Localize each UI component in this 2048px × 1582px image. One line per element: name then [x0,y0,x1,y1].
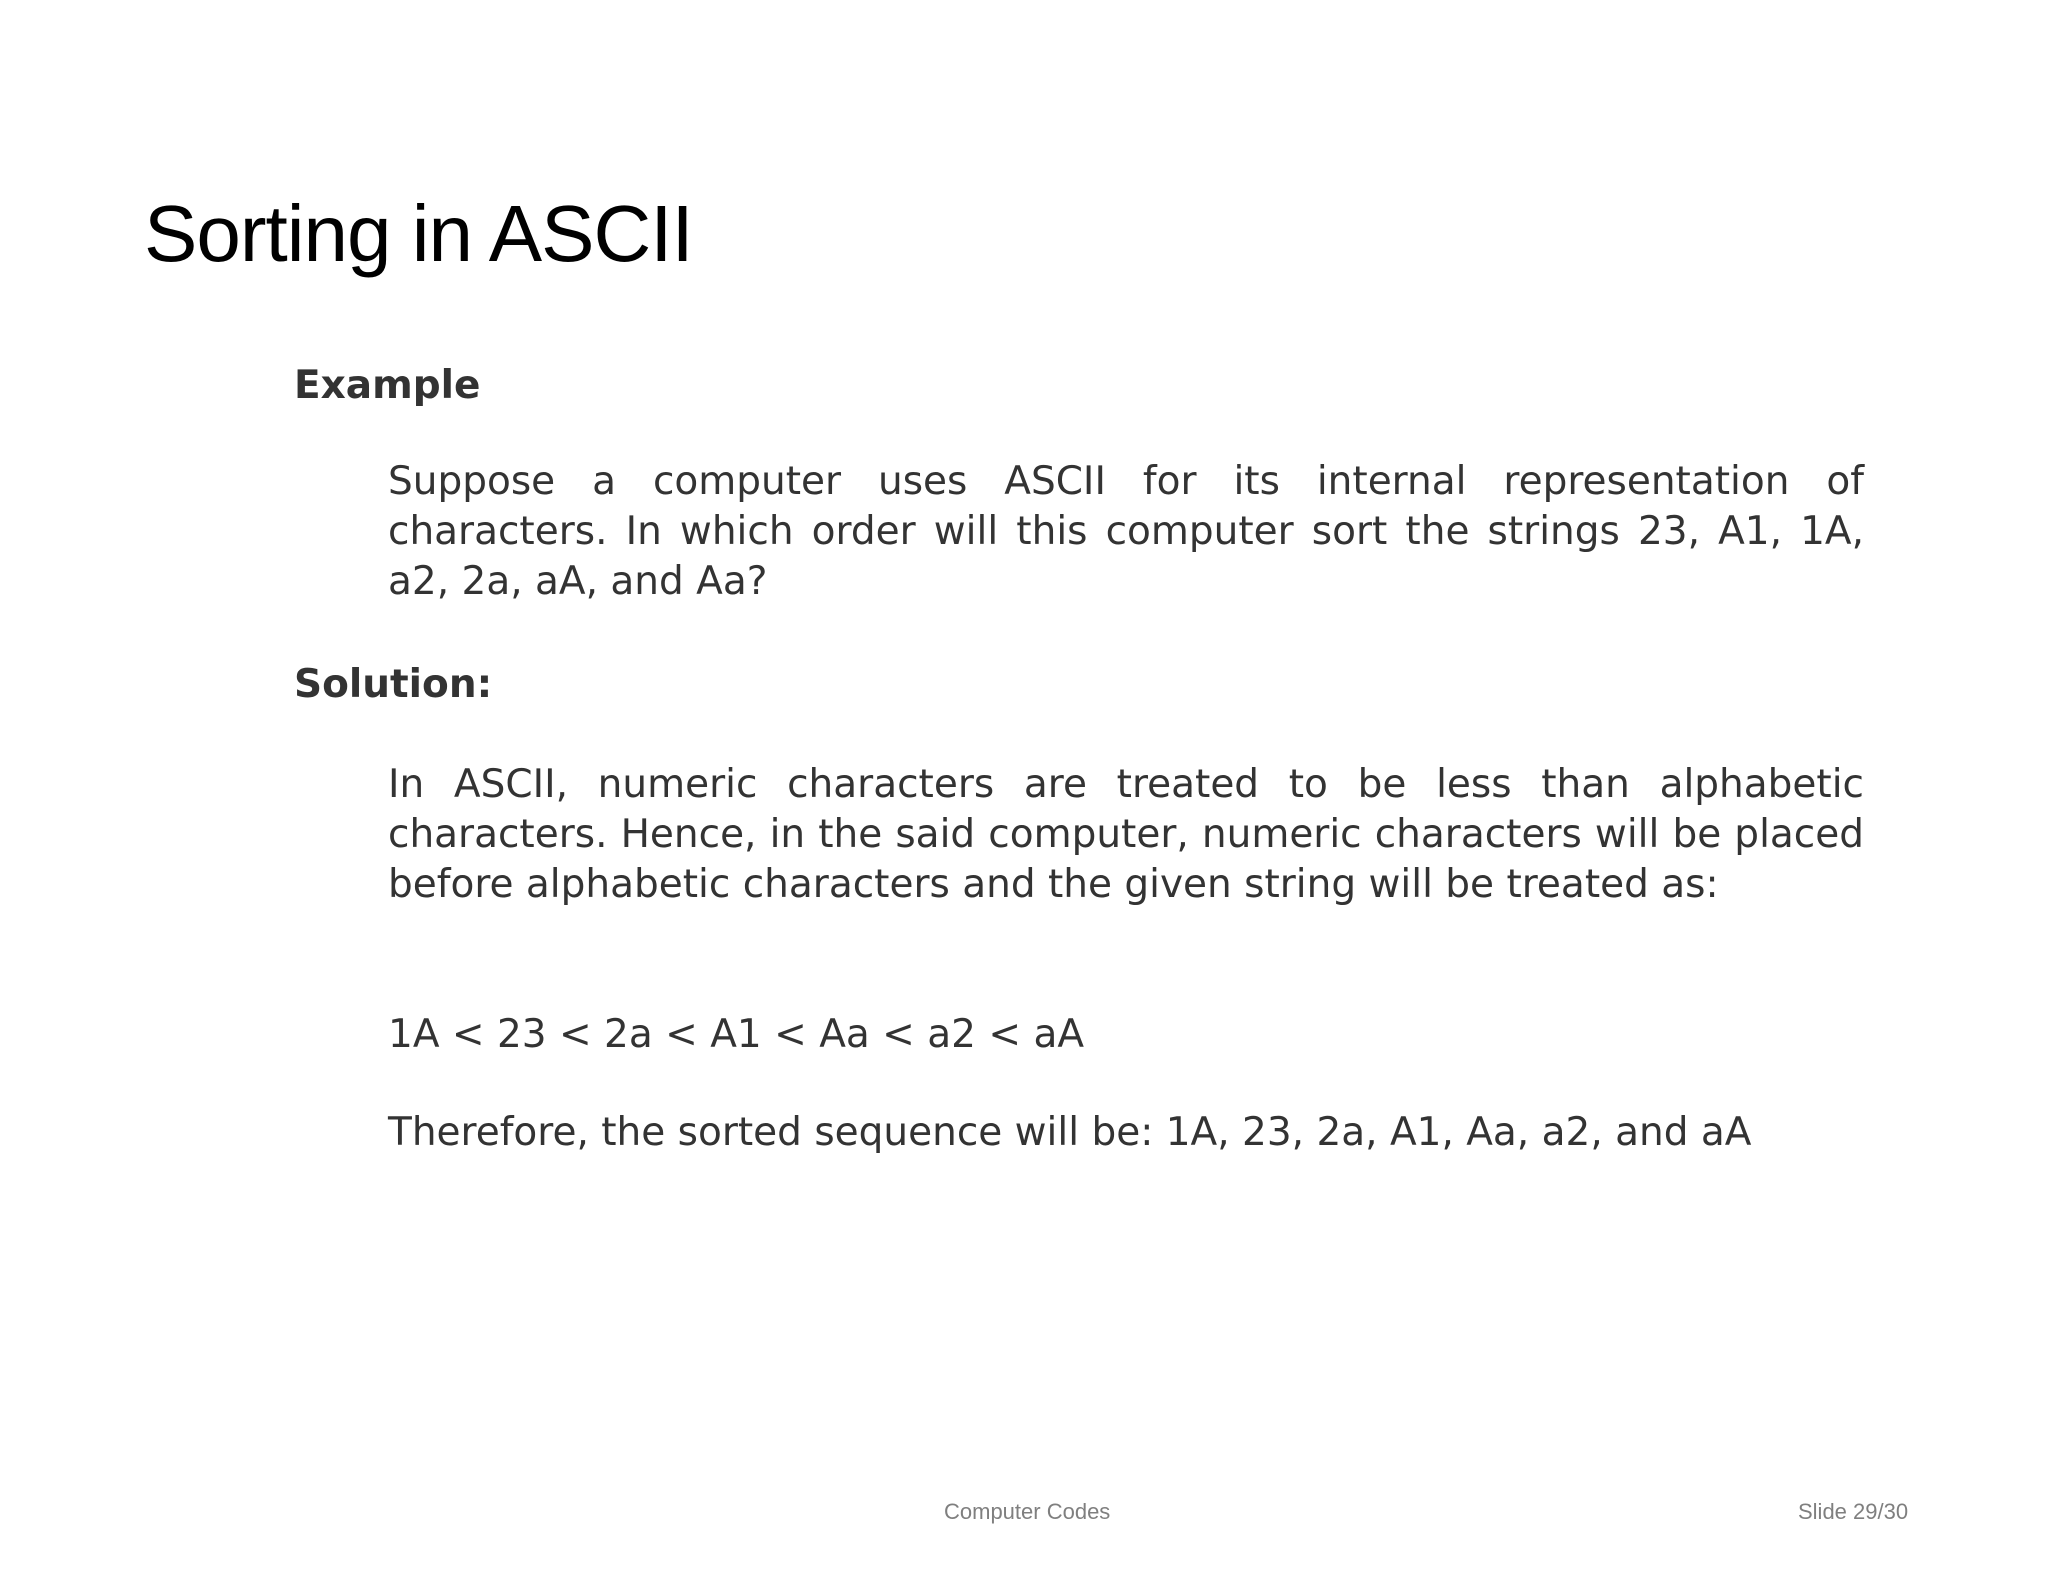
example-text: Suppose a computer uses ASCII for its internal representation of characters. In which order will this computer sort the strings 23, A1, 1A, a2, 2a, aA, and Aa? [388,459,1864,604]
conclusion-text: Therefore, the sorted sequence will be: 1A, 23, 2a, A1, Aa, a2, and aA [388,1110,1752,1155]
footer-title: Computer Codes [944,1499,1111,1524]
slide-title: Sorting in ASCII [144,189,693,278]
solution-heading: Solution: [294,662,493,707]
solution-text: In ASCII, numeric characters are treated to be less than alphabetic characters. Hence, in the said computer, numeric characters will be placed before alphabetic characters and the given string will be treated as: [388,762,1864,907]
ordering-expression: 1A < 23 < 2a < A1 < Aa < a2 < aA [388,1012,1085,1057]
example-heading: Example [294,363,481,408]
slide-number: Slide 29/30 [1798,1499,1909,1524]
